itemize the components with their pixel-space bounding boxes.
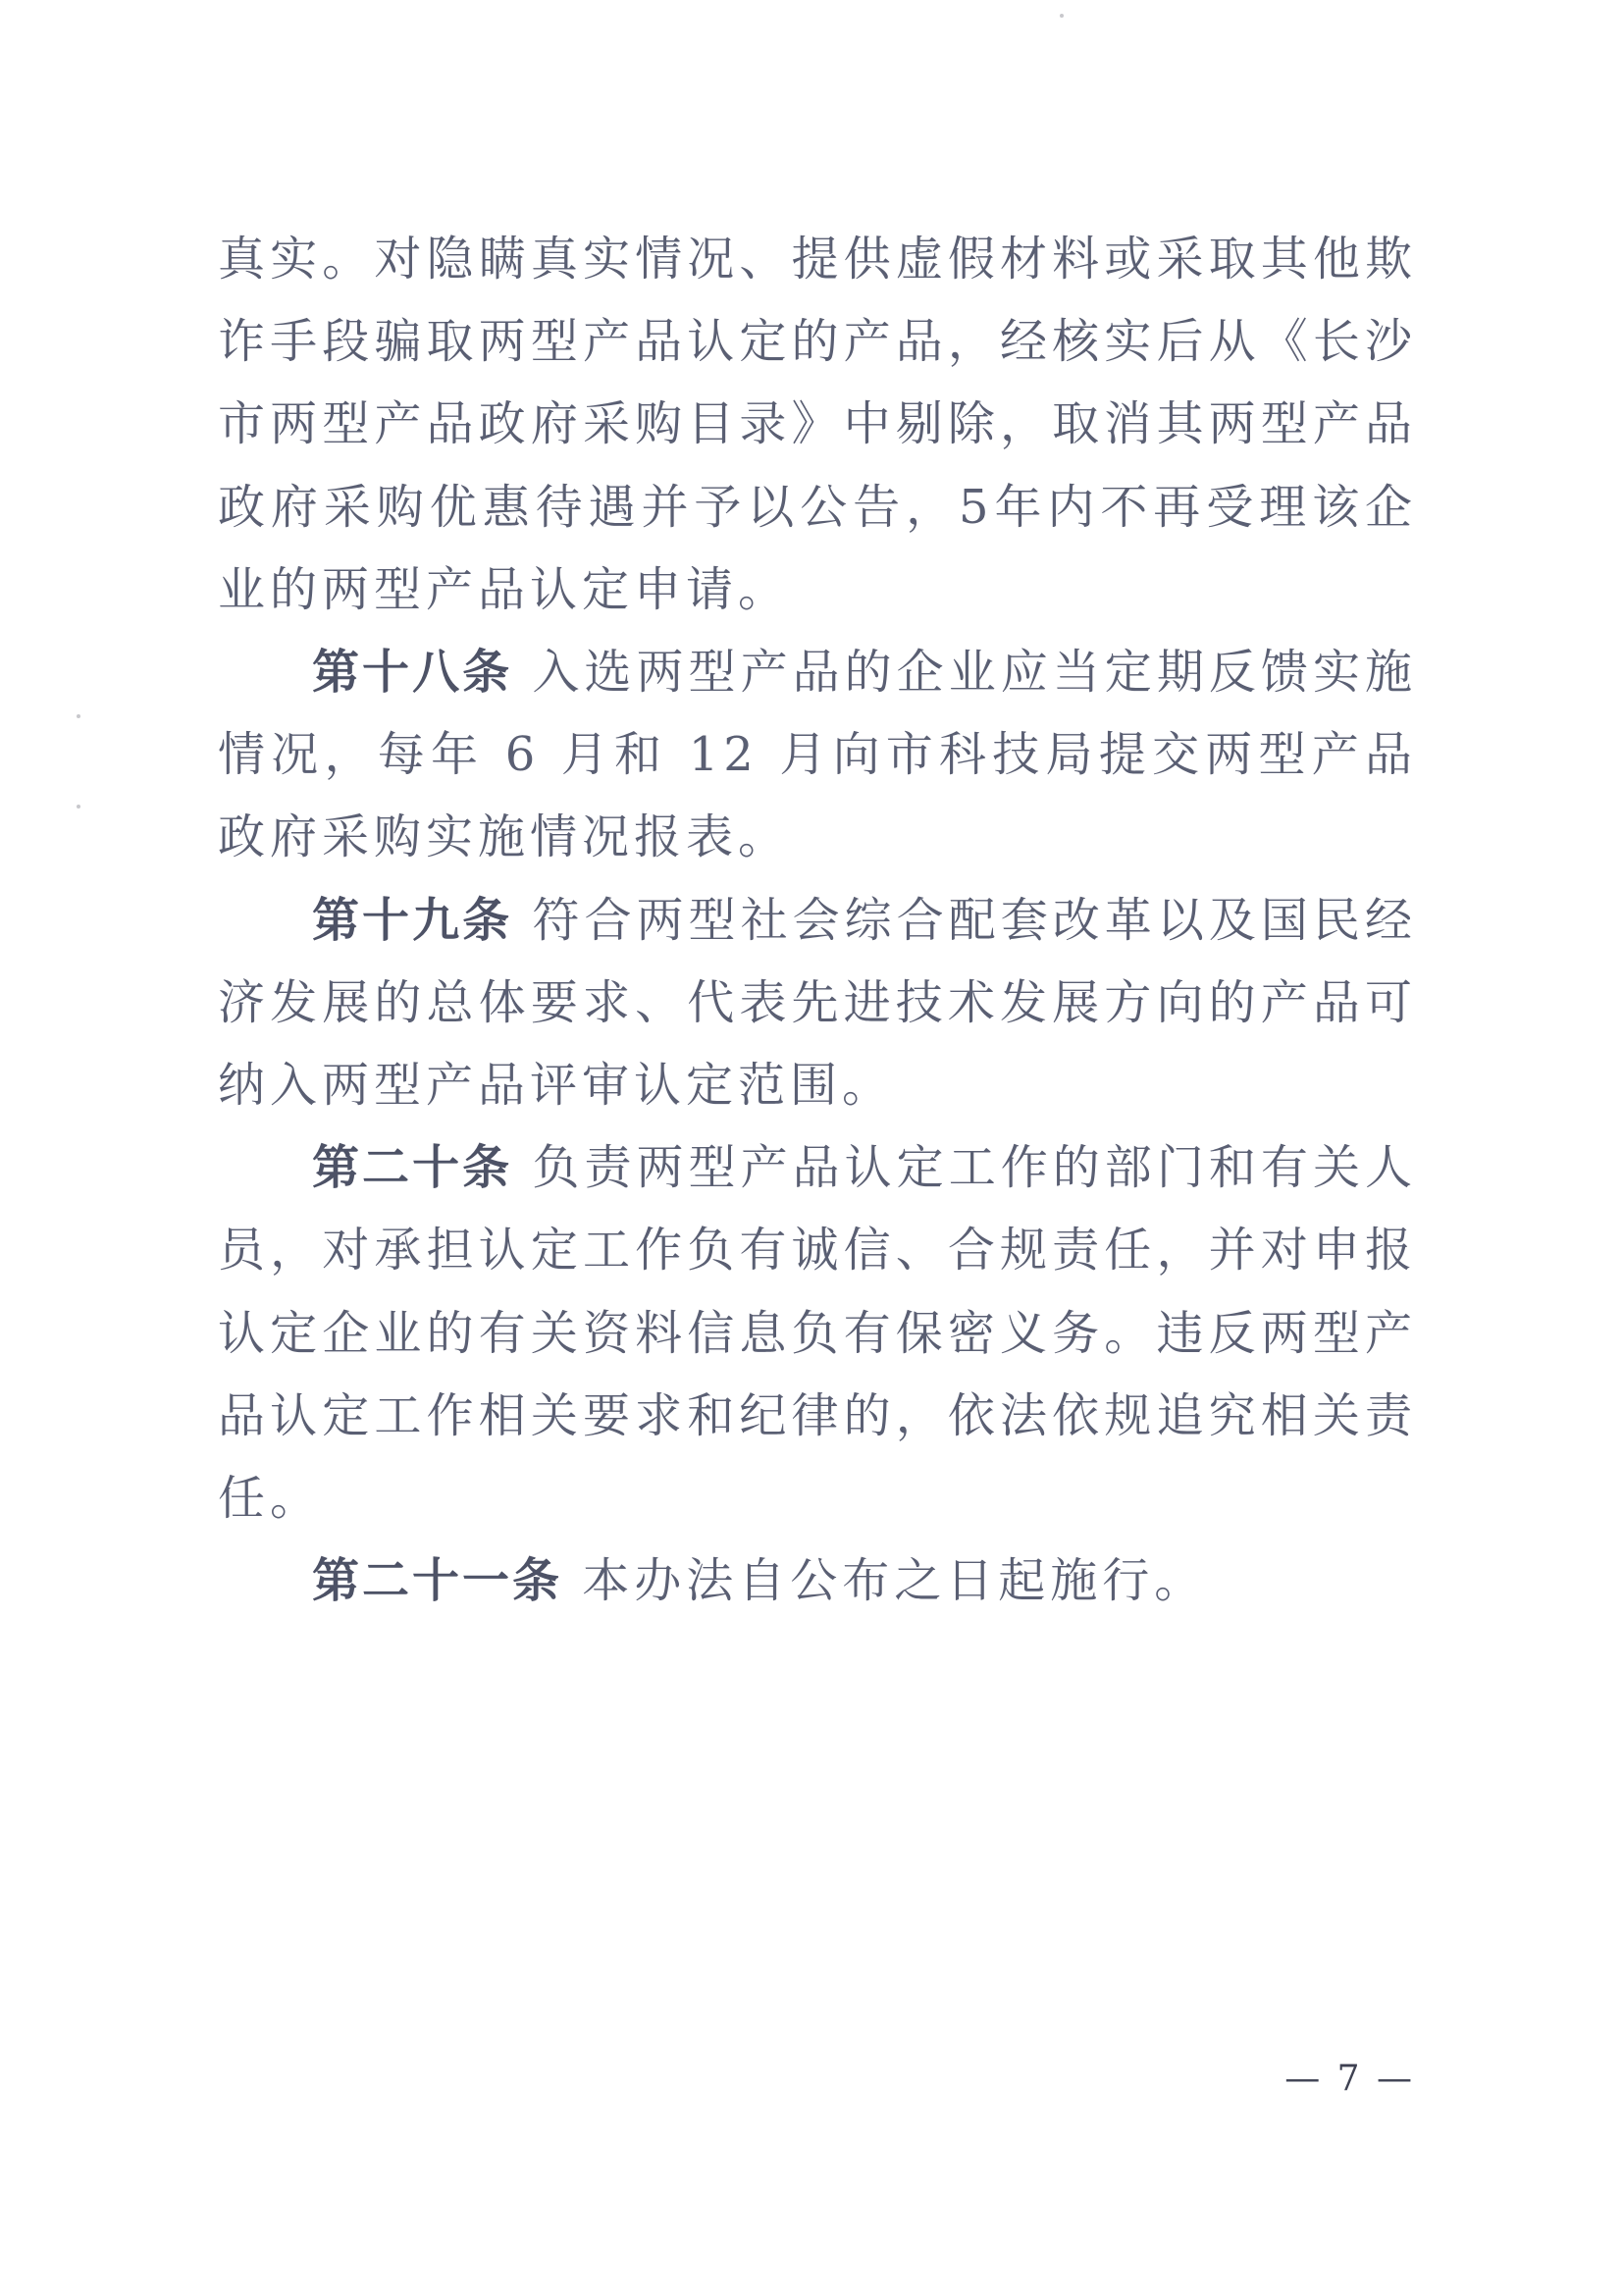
paragraph-text: 负责两型产品认定工作的部门和有关人员，对承担认定工作负有诚信、合规责任，并对申报认定企业的有关资料信息负有保密义务。违反两型产品认定工作相关要求和纪律的，依法依规追究相关责任。 xyxy=(218,1140,1417,1527)
article-heading: 第十九条 xyxy=(312,892,513,948)
article-18 xyxy=(218,631,1417,879)
article-21 xyxy=(218,1539,1417,1622)
paragraph-text: 入选两型产品的企业应当定期反馈实施情况，每年 6 月和 12 月向市科技局提交两型产品政府采购实施情况报表。 xyxy=(218,645,1417,865)
article-heading: 第二十条 xyxy=(312,1140,513,1196)
article-20 xyxy=(218,1126,1417,1539)
article-heading: 第十八条 xyxy=(312,645,513,701)
scan-speck xyxy=(77,805,80,809)
page-number: — 7 — xyxy=(1284,2059,1415,2099)
article-19 xyxy=(218,879,1417,1127)
paragraph-continuation xyxy=(218,218,1417,631)
paragraph-text: 符合两型社会综合配套改革以及国民经济发展的总体要求、代表先进技术发展方向的产品可纳入两型产品评审认定范围。 xyxy=(218,892,1417,1114)
paragraph-text: 本办法自公布之日起施行。 xyxy=(582,1553,1207,1609)
document-body xyxy=(218,218,1417,1622)
scan-speck xyxy=(77,714,80,718)
paragraph-text: 真实。对隐瞒真实情况、提供虚假材料或采取其他欺诈手段骗取两型产品认定的产品，经核实后从《长沙市两型产品政府采购目录》中剔除，取消其两型产品政府采购优惠待遇并予以公告，5年内不再受理该企业的两型产品认定申请。 xyxy=(218,232,1417,617)
article-heading: 第二十一条 xyxy=(312,1553,563,1609)
scan-speck xyxy=(1060,14,1064,18)
